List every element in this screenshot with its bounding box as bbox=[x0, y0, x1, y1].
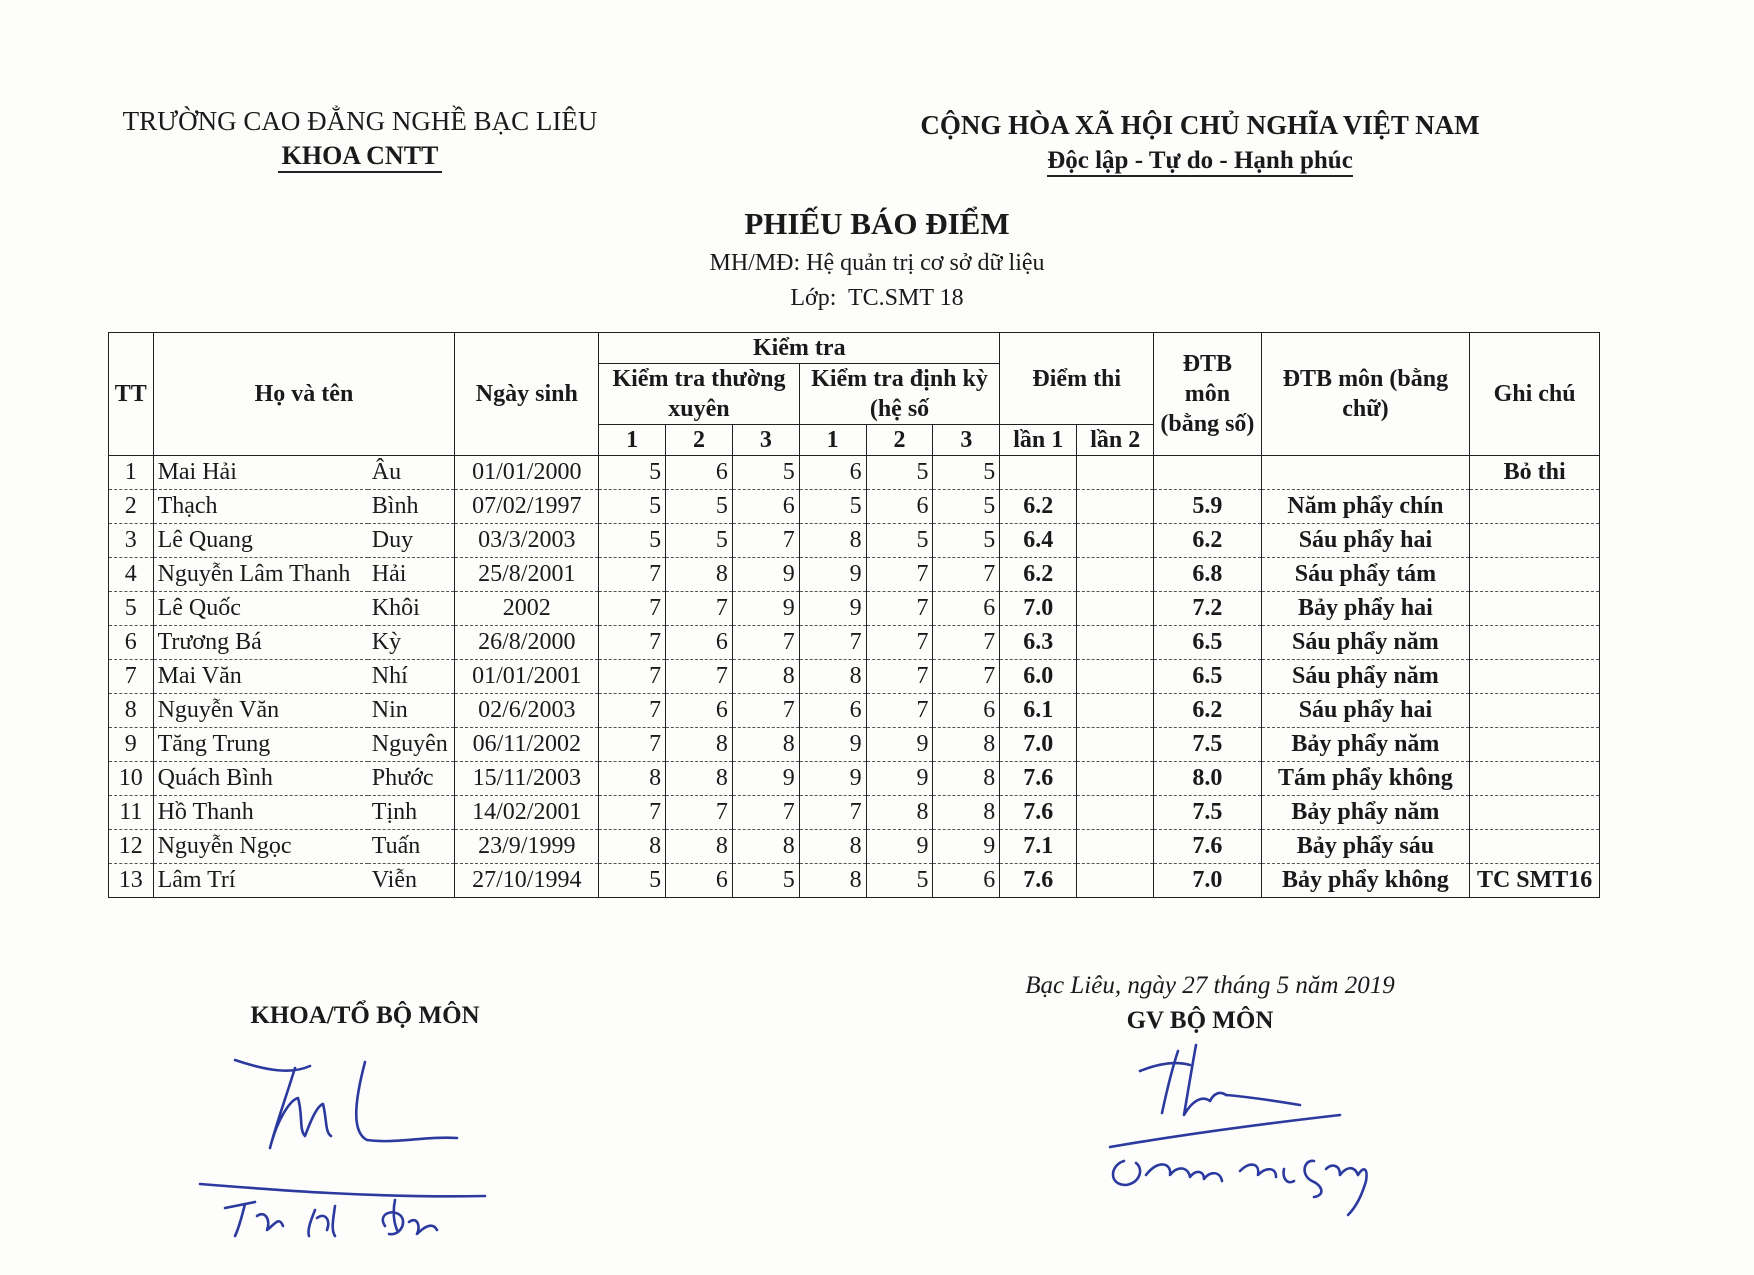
average-words: Sáu phẩy hai bbox=[1261, 694, 1470, 728]
note-cell bbox=[1470, 558, 1600, 592]
average-number: 7.5 bbox=[1154, 796, 1261, 830]
exam-attempt-1: 6.1 bbox=[1000, 694, 1077, 728]
exam-attempt-1: 6.3 bbox=[1000, 626, 1077, 660]
student-tt: 6 bbox=[109, 626, 154, 660]
table-row bbox=[109, 864, 1600, 898]
student-dob: 01/01/2000 bbox=[455, 456, 599, 490]
exam-attempt-1 bbox=[1000, 456, 1077, 490]
average-number: 6.5 bbox=[1154, 660, 1261, 694]
periodic-test-1: 6 bbox=[799, 694, 866, 728]
exam-attempt-2 bbox=[1077, 626, 1154, 660]
exam-attempt-1: 6.4 bbox=[1000, 524, 1077, 558]
nation-header bbox=[880, 110, 1520, 177]
school-header bbox=[100, 106, 620, 173]
note-cell bbox=[1470, 830, 1600, 864]
exam-attempt-1: 7.6 bbox=[1000, 796, 1077, 830]
regular-test-2: 7 bbox=[666, 660, 733, 694]
class-name: TC.SMT 18 bbox=[848, 285, 964, 311]
exam-attempt-1: 7.6 bbox=[1000, 762, 1077, 796]
nation-name: CỘNG HÒA XÃ HỘI CHỦ NGHĨA VIỆT NAM bbox=[920, 110, 1480, 140]
average-number: 5.9 bbox=[1154, 490, 1261, 524]
student-dob: 26/8/2000 bbox=[455, 626, 599, 660]
regular-test-1: 7 bbox=[599, 694, 666, 728]
periodic-test-3: 7 bbox=[933, 558, 1000, 592]
regular-test-1: 5 bbox=[599, 864, 666, 898]
regular-test-1: 7 bbox=[599, 558, 666, 592]
periodic-test-1: 7 bbox=[799, 626, 866, 660]
periodic-test-3: 5 bbox=[933, 456, 1000, 490]
table-row bbox=[109, 796, 1600, 830]
header-sub-col: 3 bbox=[732, 425, 799, 456]
class-label: Lớp: bbox=[790, 285, 837, 311]
header-tt: TT bbox=[109, 333, 154, 456]
periodic-test-3: 8 bbox=[933, 796, 1000, 830]
student-surname: Nguyễn Lâm Thanh bbox=[153, 558, 368, 592]
student-surname: Lê Quốc bbox=[153, 592, 368, 626]
average-words: Sáu phẩy năm bbox=[1261, 626, 1470, 660]
header-sub-col: 1 bbox=[599, 425, 666, 456]
student-dob: 07/02/1997 bbox=[455, 490, 599, 524]
right-signature bbox=[1100, 1035, 1430, 1220]
regular-test-3: 7 bbox=[732, 626, 799, 660]
student-tt: 8 bbox=[109, 694, 154, 728]
average-words: Bảy phẩy hai bbox=[1261, 592, 1470, 626]
regular-test-3: 9 bbox=[732, 762, 799, 796]
table-row bbox=[109, 830, 1600, 864]
document-title: PHIẾU BÁO ĐIỂM bbox=[744, 206, 1010, 241]
regular-test-3: 6 bbox=[732, 490, 799, 524]
regular-test-3: 9 bbox=[732, 558, 799, 592]
exam-attempt-1: 7.1 bbox=[1000, 830, 1077, 864]
student-tt: 3 bbox=[109, 524, 154, 558]
student-dob: 03/3/2003 bbox=[455, 524, 599, 558]
student-surname: Nguyễn Văn bbox=[153, 694, 368, 728]
regular-test-1: 7 bbox=[599, 660, 666, 694]
note-cell bbox=[1470, 694, 1600, 728]
grade-table bbox=[108, 332, 1600, 898]
average-words: Bảy phẩy năm bbox=[1261, 796, 1470, 830]
periodic-test-1: 8 bbox=[799, 830, 866, 864]
periodic-test-2: 9 bbox=[866, 762, 933, 796]
regular-test-3: 9 bbox=[732, 592, 799, 626]
student-given-name: Bình bbox=[368, 490, 455, 524]
regular-test-2: 7 bbox=[666, 796, 733, 830]
table-row bbox=[109, 456, 1600, 490]
exam-attempt-2 bbox=[1077, 490, 1154, 524]
regular-test-2: 5 bbox=[666, 524, 733, 558]
periodic-test-1: 9 bbox=[799, 592, 866, 626]
periodic-test-3: 8 bbox=[933, 728, 1000, 762]
header-avg-words: ĐTB môn (bằng chữ) bbox=[1261, 333, 1470, 456]
student-dob: 14/02/2001 bbox=[455, 796, 599, 830]
table-row bbox=[109, 558, 1600, 592]
regular-test-2: 6 bbox=[666, 626, 733, 660]
header-sub-col: 2 bbox=[666, 425, 733, 456]
regular-test-3: 8 bbox=[732, 728, 799, 762]
regular-test-3: 5 bbox=[732, 864, 799, 898]
exam-attempt-2 bbox=[1077, 660, 1154, 694]
note-cell bbox=[1470, 660, 1600, 694]
note-cell: Bỏ thi bbox=[1470, 456, 1600, 490]
periodic-test-1: 9 bbox=[799, 762, 866, 796]
student-surname: Mai Hải bbox=[153, 456, 368, 490]
exam-attempt-1: 7.0 bbox=[1000, 728, 1077, 762]
regular-test-1: 8 bbox=[599, 762, 666, 796]
average-number: 7.6 bbox=[1154, 830, 1261, 864]
student-tt: 5 bbox=[109, 592, 154, 626]
periodic-test-3: 7 bbox=[933, 626, 1000, 660]
table-row bbox=[109, 660, 1600, 694]
periodic-test-1: 9 bbox=[799, 728, 866, 762]
average-words bbox=[1261, 456, 1470, 490]
regular-test-1: 7 bbox=[599, 796, 666, 830]
header-exam: Điểm thi bbox=[1000, 333, 1154, 425]
header-periodic: Kiểm tra định kỳ (hệ số bbox=[799, 364, 1000, 425]
regular-test-3: 7 bbox=[732, 524, 799, 558]
average-words: Bảy phẩy sáu bbox=[1261, 830, 1470, 864]
note-cell bbox=[1470, 728, 1600, 762]
subject-label: MH/MĐ: bbox=[709, 250, 801, 276]
header-sub-col: 1 bbox=[799, 425, 866, 456]
average-number: 6.5 bbox=[1154, 626, 1261, 660]
student-dob: 15/11/2003 bbox=[455, 762, 599, 796]
regular-test-1: 7 bbox=[599, 728, 666, 762]
exam-attempt-2 bbox=[1077, 728, 1154, 762]
average-number: 8.0 bbox=[1154, 762, 1261, 796]
average-number: 7.5 bbox=[1154, 728, 1261, 762]
school-name: TRƯỜNG CAO ĐẲNG NGHỀ BẠC LIÊU bbox=[122, 106, 598, 136]
exam-attempt-2 bbox=[1077, 558, 1154, 592]
periodic-test-1: 8 bbox=[799, 660, 866, 694]
student-surname: Thạch bbox=[153, 490, 368, 524]
student-dob: 27/10/1994 bbox=[455, 864, 599, 898]
student-given-name: Viễn bbox=[368, 864, 455, 898]
student-given-name: Phước bbox=[368, 762, 455, 796]
regular-test-1: 7 bbox=[599, 626, 666, 660]
header-dob: Ngày sinh bbox=[455, 333, 599, 456]
exam-attempt-2 bbox=[1077, 524, 1154, 558]
average-number: 7.0 bbox=[1154, 864, 1261, 898]
header-test-group: Kiểm tra bbox=[599, 333, 1000, 364]
average-words: Tám phẩy không bbox=[1261, 762, 1470, 796]
student-given-name: Kỳ bbox=[368, 626, 455, 660]
periodic-test-2: 7 bbox=[866, 626, 933, 660]
periodic-test-2: 5 bbox=[866, 524, 933, 558]
periodic-test-3: 7 bbox=[933, 660, 1000, 694]
periodic-test-2: 6 bbox=[866, 490, 933, 524]
student-tt: 10 bbox=[109, 762, 154, 796]
regular-test-2: 8 bbox=[666, 762, 733, 796]
regular-test-2: 6 bbox=[666, 456, 733, 490]
student-surname: Trương Bá bbox=[153, 626, 368, 660]
average-words: Sáu phẩy tám bbox=[1261, 558, 1470, 592]
regular-test-1: 5 bbox=[599, 524, 666, 558]
periodic-test-1: 6 bbox=[799, 456, 866, 490]
regular-test-1: 8 bbox=[599, 830, 666, 864]
table-row bbox=[109, 490, 1600, 524]
header-attempt-2: lần 2 bbox=[1077, 425, 1154, 456]
exam-attempt-2 bbox=[1077, 830, 1154, 864]
student-tt: 7 bbox=[109, 660, 154, 694]
student-given-name: Hải bbox=[368, 558, 455, 592]
student-dob: 02/6/2003 bbox=[455, 694, 599, 728]
student-dob: 06/11/2002 bbox=[455, 728, 599, 762]
note-cell bbox=[1470, 490, 1600, 524]
header-sub-col: 2 bbox=[866, 425, 933, 456]
class-line bbox=[0, 285, 1754, 312]
average-number: 6.2 bbox=[1154, 524, 1261, 558]
left-sign-title: KHOA/TỔ BỘ MÔN bbox=[250, 1002, 480, 1029]
header-note: Ghi chú bbox=[1470, 333, 1600, 456]
table-row bbox=[109, 694, 1600, 728]
note-cell bbox=[1470, 762, 1600, 796]
periodic-test-3: 5 bbox=[933, 524, 1000, 558]
exam-attempt-2 bbox=[1077, 592, 1154, 626]
regular-test-1: 7 bbox=[599, 592, 666, 626]
periodic-test-2: 7 bbox=[866, 694, 933, 728]
right-sign-title: GV BỘ MÔN bbox=[1126, 1007, 1274, 1034]
subject-name: Hệ quản trị cơ sở dữ liệu bbox=[806, 250, 1045, 276]
regular-test-2: 6 bbox=[666, 694, 733, 728]
periodic-test-1: 7 bbox=[799, 796, 866, 830]
periodic-test-3: 5 bbox=[933, 490, 1000, 524]
header-name: Họ và tên bbox=[153, 333, 455, 456]
note-cell bbox=[1470, 796, 1600, 830]
periodic-test-1: 5 bbox=[799, 490, 866, 524]
note-cell bbox=[1470, 592, 1600, 626]
student-tt: 11 bbox=[109, 796, 154, 830]
student-dob: 23/9/1999 bbox=[455, 830, 599, 864]
exam-attempt-1: 6.2 bbox=[1000, 490, 1077, 524]
average-words: Bảy phẩy không bbox=[1261, 864, 1470, 898]
regular-test-2: 5 bbox=[666, 490, 733, 524]
header-regular: Kiểm tra thường xuyên bbox=[599, 364, 800, 425]
left-signature bbox=[195, 1040, 535, 1240]
regular-test-2: 7 bbox=[666, 592, 733, 626]
periodic-test-3: 6 bbox=[933, 694, 1000, 728]
student-given-name: Nin bbox=[368, 694, 455, 728]
periodic-test-2: 9 bbox=[866, 728, 933, 762]
student-given-name: Tuấn bbox=[368, 830, 455, 864]
average-number: 6.8 bbox=[1154, 558, 1261, 592]
periodic-test-2: 5 bbox=[866, 864, 933, 898]
student-surname: Quách Bình bbox=[153, 762, 368, 796]
exam-attempt-2 bbox=[1077, 694, 1154, 728]
periodic-test-2: 7 bbox=[866, 660, 933, 694]
header-avg-num: ĐTB môn (bằng số) bbox=[1154, 333, 1261, 456]
student-given-name: Duy bbox=[368, 524, 455, 558]
note-cell: TC SMT16 bbox=[1470, 864, 1600, 898]
date-line: Bạc Liêu, ngày 27 tháng 5 năm 2019 bbox=[1025, 972, 1395, 999]
regular-test-1: 5 bbox=[599, 490, 666, 524]
regular-test-3: 8 bbox=[732, 830, 799, 864]
student-tt: 13 bbox=[109, 864, 154, 898]
student-given-name: Khôi bbox=[368, 592, 455, 626]
student-surname: Lê Quang bbox=[153, 524, 368, 558]
exam-attempt-2 bbox=[1077, 796, 1154, 830]
periodic-test-3: 9 bbox=[933, 830, 1000, 864]
note-cell bbox=[1470, 524, 1600, 558]
average-number bbox=[1154, 456, 1261, 490]
average-number: 6.2 bbox=[1154, 694, 1261, 728]
exam-attempt-1: 7.6 bbox=[1000, 864, 1077, 898]
table-row bbox=[109, 762, 1600, 796]
student-tt: 1 bbox=[109, 456, 154, 490]
faculty-name: KHOA CNTT bbox=[278, 141, 443, 173]
table-row bbox=[109, 592, 1600, 626]
note-cell bbox=[1470, 626, 1600, 660]
student-dob: 2002 bbox=[455, 592, 599, 626]
regular-test-2: 8 bbox=[666, 728, 733, 762]
average-words: Sáu phẩy năm bbox=[1261, 660, 1470, 694]
periodic-test-3: 6 bbox=[933, 592, 1000, 626]
student-dob: 25/8/2001 bbox=[455, 558, 599, 592]
subject-line bbox=[0, 250, 1754, 277]
header-sub-col: 3 bbox=[933, 425, 1000, 456]
regular-test-3: 7 bbox=[732, 694, 799, 728]
average-words: Bảy phẩy năm bbox=[1261, 728, 1470, 762]
average-words: Năm phẩy chín bbox=[1261, 490, 1470, 524]
periodic-test-2: 7 bbox=[866, 558, 933, 592]
average-words: Sáu phẩy hai bbox=[1261, 524, 1470, 558]
student-surname: Lâm Trí bbox=[153, 864, 368, 898]
exam-attempt-2 bbox=[1077, 762, 1154, 796]
student-tt: 12 bbox=[109, 830, 154, 864]
regular-test-3: 7 bbox=[732, 796, 799, 830]
exam-attempt-1: 7.0 bbox=[1000, 592, 1077, 626]
regular-test-2: 6 bbox=[666, 864, 733, 898]
table-row bbox=[109, 524, 1600, 558]
periodic-test-1: 8 bbox=[799, 524, 866, 558]
regular-test-3: 8 bbox=[732, 660, 799, 694]
student-given-name: Nguyên bbox=[368, 728, 455, 762]
regular-test-2: 8 bbox=[666, 830, 733, 864]
periodic-test-2: 5 bbox=[866, 456, 933, 490]
regular-test-3: 5 bbox=[732, 456, 799, 490]
student-given-name: Tịnh bbox=[368, 796, 455, 830]
periodic-test-3: 6 bbox=[933, 864, 1000, 898]
average-number: 7.2 bbox=[1154, 592, 1261, 626]
header-attempt-1: lần 1 bbox=[1000, 425, 1077, 456]
student-tt: 4 bbox=[109, 558, 154, 592]
student-tt: 9 bbox=[109, 728, 154, 762]
student-surname: Hồ Thanh bbox=[153, 796, 368, 830]
exam-attempt-2 bbox=[1077, 864, 1154, 898]
student-surname: Mai Văn bbox=[153, 660, 368, 694]
exam-attempt-1: 6.0 bbox=[1000, 660, 1077, 694]
student-given-name: Âu bbox=[368, 456, 455, 490]
regular-test-2: 8 bbox=[666, 558, 733, 592]
periodic-test-1: 8 bbox=[799, 864, 866, 898]
table-row bbox=[109, 626, 1600, 660]
periodic-test-2: 8 bbox=[866, 796, 933, 830]
student-surname: Tăng Trung bbox=[153, 728, 368, 762]
table-row bbox=[109, 728, 1600, 762]
national-motto: Độc lập - Tự do - Hạnh phúc bbox=[1047, 147, 1353, 177]
exam-attempt-2 bbox=[1077, 456, 1154, 490]
regular-test-1: 5 bbox=[599, 456, 666, 490]
student-surname: Nguyễn Ngọc bbox=[153, 830, 368, 864]
student-given-name: Nhí bbox=[368, 660, 455, 694]
periodic-test-1: 9 bbox=[799, 558, 866, 592]
periodic-test-2: 7 bbox=[866, 592, 933, 626]
student-dob: 01/01/2001 bbox=[455, 660, 599, 694]
periodic-test-3: 8 bbox=[933, 762, 1000, 796]
exam-attempt-1: 6.2 bbox=[1000, 558, 1077, 592]
student-tt: 2 bbox=[109, 490, 154, 524]
periodic-test-2: 9 bbox=[866, 830, 933, 864]
